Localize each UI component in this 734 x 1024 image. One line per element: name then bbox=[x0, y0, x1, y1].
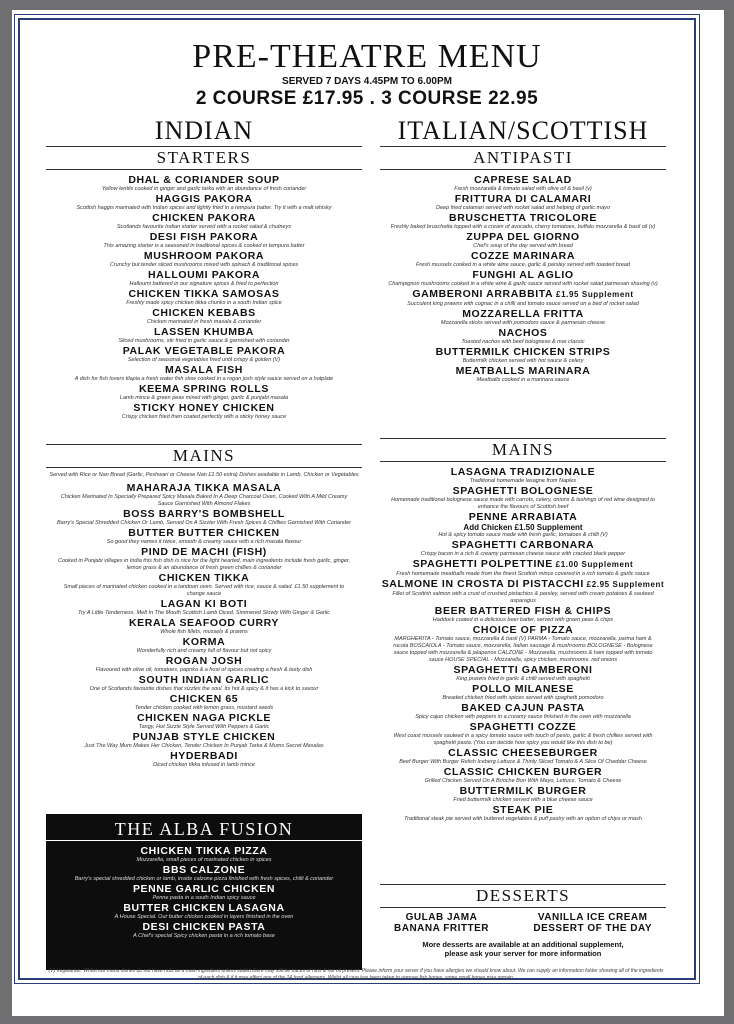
indian-mains bbox=[46, 444, 362, 769]
menu-item bbox=[380, 702, 666, 721]
dish-description: Selection of seasonal vegetables fried until crispy & golden (V) bbox=[127, 357, 281, 363]
menu-item bbox=[46, 655, 362, 674]
menu-item bbox=[380, 766, 666, 785]
dish-name: SPAGHETTI BOLOGNESE bbox=[452, 485, 594, 497]
menu-item bbox=[46, 482, 362, 508]
dish-description: Flavoured with olive oil, tomatoes, paprika & a host of spices creating a fresh & tasty dish bbox=[95, 667, 313, 673]
menu-item bbox=[380, 174, 666, 193]
dish-description: Scotlands favourite Indian starter served with a rocket salad & chutneys bbox=[116, 224, 292, 230]
dish-description: Fillet of Scottish salmon with a crust of crushed pistachios & parsley, served with cream potatoes & sauteed asparagus bbox=[392, 591, 654, 604]
menu-item bbox=[46, 674, 362, 693]
menu-item bbox=[380, 785, 666, 804]
menu-item bbox=[46, 383, 362, 402]
dish-name: CHICKEN KEBABS bbox=[152, 307, 256, 319]
supplement-price: £2.95 Supplement bbox=[583, 580, 665, 589]
dish-name: FRITTURA DI CALAMARI bbox=[454, 193, 592, 205]
dish-description: Barry's special shredded chicken or lamb, inside calzone pizza finished with fresh spices, chilli & coriander bbox=[74, 876, 334, 882]
menu-item bbox=[380, 231, 666, 250]
menu-item bbox=[46, 307, 362, 326]
menu-item bbox=[46, 326, 362, 345]
dish-name: KORMA bbox=[182, 636, 226, 648]
more-desserts-note-2: please ask your server for more information bbox=[444, 949, 602, 958]
menu-item bbox=[380, 212, 666, 231]
fusion-title: THE ALBA FUSION bbox=[46, 818, 362, 841]
menu-item bbox=[46, 212, 362, 231]
dish-description: Meatballs cooked in a marinara sauce bbox=[476, 377, 570, 383]
dish-description: Small pieces of marinated chicken cooked in a tandoori oven. Served with rice, sauce & salad. £1.50 supplement to change sauce bbox=[63, 584, 345, 597]
menu-item bbox=[380, 485, 666, 511]
dish-name: SPAGHETTI CARBONARA bbox=[451, 539, 595, 551]
dish-description: Halloumi battered in our signature spices & fried to perfection bbox=[129, 281, 279, 287]
menu-item bbox=[46, 174, 362, 193]
dish-description: Chicken marinated in fresh masala & coriander bbox=[146, 319, 262, 325]
dish-name: SALMONE IN CROSTA DI PISTACCHI £2.95 Supplement bbox=[381, 578, 665, 590]
dish-name: BRUSCHETTA TRICOLORE bbox=[449, 212, 597, 224]
dish-name: CHICKEN TIKKA PIZZA bbox=[140, 845, 268, 857]
menu-item bbox=[380, 365, 666, 384]
dish-name: MEATBALLS MARINARA bbox=[455, 365, 591, 377]
dish-description: Traditional steak pie served with buttered vegetables & puff pastry with an option of chips or mash bbox=[404, 816, 642, 822]
menu-item bbox=[380, 558, 666, 578]
dish-name: PENNE ARRABIATA bbox=[468, 511, 578, 523]
supplement-price: Add Chicken £1.50 Supplement bbox=[463, 523, 583, 532]
menu-item bbox=[46, 693, 362, 712]
dish-name: STICKY HONEY CHICKEN bbox=[133, 402, 275, 414]
fusion-list bbox=[46, 845, 362, 940]
dish-name: CHICKEN TIKKA bbox=[158, 572, 250, 584]
dish-name: MAHARAJA TIKKA MASALA bbox=[126, 482, 282, 494]
dish-name: SOUTH INDIAN GARLIC bbox=[138, 674, 270, 686]
dish-description: Crunchy but tender sliced mushrooms mixed with spinach & traditional spices bbox=[109, 262, 299, 268]
dish-description: So good they names it twice, smooth & creamy sauce with a rich masala flavour bbox=[106, 539, 302, 545]
menu-item bbox=[380, 683, 666, 702]
menu-item bbox=[380, 605, 666, 624]
antipasti-list bbox=[380, 174, 666, 384]
menu-item bbox=[46, 402, 362, 421]
dish-name: LAGAN KI BOTI bbox=[160, 598, 248, 610]
supplement-price: £1.00 Supplement bbox=[552, 560, 634, 569]
dish-description: Spicy cajun chicken with peppers in a creamy sauce finished in the oven with mozzarella bbox=[415, 714, 631, 720]
dish-name: HYDERBADI bbox=[170, 750, 238, 762]
dish-description: Try A Little Tenderness, Melt In The Mouth Scottish Lamb Diced, Simmered Slowly With Ginger & Garlic bbox=[77, 610, 331, 616]
menu-item bbox=[46, 712, 362, 731]
dish-name: CLASSIC CHEESEBURGER bbox=[448, 747, 598, 759]
dish-name: BEER BATTERED FISH & CHIPS bbox=[434, 605, 612, 617]
dish-name: CAPRESE SALAD bbox=[474, 174, 572, 186]
antipasti-title: ANTIPASTI bbox=[380, 146, 666, 170]
more-desserts-note: More desserts are available at an additional supplement, bbox=[422, 940, 624, 949]
menu-item bbox=[46, 572, 362, 598]
dish-description: Barry's Special Shredded Chicken Or Lamb, Served On A Sizzler With Fresh Spices & Chillies Garnished With Coriander bbox=[57, 520, 351, 526]
starters-list bbox=[46, 174, 362, 421]
italian-heading: ITALIAN/SCOTTISH bbox=[397, 116, 649, 145]
dish-name: PALAK VEGETABLE PAKORA bbox=[122, 345, 286, 357]
dish-name: BUTTER CHICKEN LASAGNA bbox=[123, 902, 285, 914]
dish-description: Fresh mussels cooked in a white wine sauce, garlic & parsley served with toasted bread bbox=[416, 262, 630, 268]
menu-item bbox=[46, 845, 362, 864]
alba-fusion-box bbox=[46, 814, 362, 970]
italian-mains bbox=[380, 438, 666, 823]
dish-name: ROGAN JOSH bbox=[165, 655, 243, 667]
menu-item bbox=[46, 921, 362, 940]
dish-description: Diced chicken tikka infused in lamb mince bbox=[153, 762, 255, 768]
menu-item bbox=[46, 231, 362, 250]
dish-description: A Chef's special Spicy chicken pasta in a rich tomato base bbox=[133, 933, 275, 939]
dish-description: Beef Burger With Burger Relish Iceberg Lettuce & Thinly Sliced Tomato & A Slice Of Cheddar Cheese bbox=[399, 759, 647, 765]
dish-description: Fried buttermilk chicken served with a blue cheese sauce bbox=[453, 797, 593, 803]
dish-name: MUSHROOM PAKORA bbox=[143, 250, 265, 262]
dish-description: Fresh mozzarella & tomato salad with olive oil & basil (v) bbox=[454, 186, 592, 192]
menu-item bbox=[380, 664, 666, 683]
menu-item bbox=[46, 546, 362, 572]
starters-title: STARTERS bbox=[46, 146, 362, 170]
menu-item bbox=[46, 508, 362, 527]
menu-item bbox=[46, 193, 362, 212]
dessert-item: GULAB JAMA bbox=[405, 912, 478, 923]
dish-name: STEAK PIE bbox=[492, 804, 554, 816]
dish-description: Chef's soup of the day served with bread bbox=[473, 243, 573, 249]
dish-name: BUTTERMILK BURGER bbox=[459, 785, 587, 797]
dish-description: Homemade traditional bolognese sauce made with carrots, celery, onions & lashings of red wine designed to enhance the flavours of Scottish beef bbox=[391, 497, 655, 510]
dish-description: Breaded chicken fried with spices served with spaghetti pomodoro bbox=[442, 695, 604, 701]
dish-name: COZZE MARINARA bbox=[470, 250, 576, 262]
dish-name: HALLOUMI PAKORA bbox=[147, 269, 261, 281]
mains-note: Served with Rice or Nan Bread (Garlic, Peshwari or Cheese Nan £1.50 extra) Dishes available in Lamb, Chicken or Vegetables bbox=[49, 472, 359, 478]
dish-name: FUNGHI AL AGLIO bbox=[472, 269, 574, 281]
dish-description: Sliced mushrooms, stir fried in garlic sauce & garnished with coriander bbox=[118, 338, 290, 344]
dish-name: SPAGHETTI COZZE bbox=[469, 721, 577, 733]
dish-description: Buttermilk chicken served with hot sauce & celery bbox=[462, 358, 584, 364]
dish-description: Hot & spicy tomato sauce made with fresh garlic, tomatoes & chilli (V) bbox=[438, 532, 608, 538]
dish-name: KEEMA SPRING ROLLS bbox=[138, 383, 269, 395]
dish-description: Whole fish fillets, mussels & prawns bbox=[160, 629, 248, 635]
dish-name: BBS CALZONE bbox=[162, 864, 246, 876]
menu-item bbox=[380, 308, 666, 327]
dish-description: Tender chicken cooked with lemon grass, mustard seeds bbox=[134, 705, 274, 711]
menu-item bbox=[380, 327, 666, 346]
indian-mains-list bbox=[46, 482, 362, 769]
dish-name: LASSEN KHUMBA bbox=[154, 326, 254, 338]
dish-name: BOSS BARRY'S BOMBSHELL bbox=[123, 508, 285, 520]
dish-name: DESI CHICKEN PASTA bbox=[142, 921, 266, 933]
dish-description: Fresh homemade meatballs made from the finest Scottish mince covered in a rich tomato & garlic sauce bbox=[396, 571, 650, 577]
dish-name: LASAGNA TRADIZIONALE bbox=[450, 466, 596, 478]
menu-item bbox=[380, 288, 666, 308]
dish-name: ZUPPA DEL GIORNO bbox=[466, 231, 580, 243]
desserts-title: DESSERTS bbox=[380, 884, 666, 908]
menu-item bbox=[46, 636, 362, 655]
menu-item bbox=[46, 364, 362, 383]
italian-mains-title: MAINS bbox=[380, 438, 666, 462]
dish-name: BAKED CAJUN PASTA bbox=[461, 702, 585, 714]
dish-description: King prawns fried in garlic & chilli served with spaghetti bbox=[456, 676, 590, 682]
menu-item bbox=[46, 269, 362, 288]
menu-item bbox=[46, 598, 362, 617]
dish-description: Tangy, Hot Sizzle Style Served With Peppers & Garlic bbox=[138, 724, 270, 730]
italian-antipasti bbox=[380, 146, 666, 384]
dish-description: Freshly baked bruschetta topped with a cream of avocado, cherry tomatoes, buffalo mozzarella & basil oil (v) bbox=[390, 224, 656, 230]
indian-mains-title: MAINS bbox=[46, 444, 362, 468]
menu-item bbox=[46, 527, 362, 546]
dish-name: HAGGIS PAKORA bbox=[155, 193, 253, 205]
dish-name: NACHOS bbox=[498, 327, 548, 339]
dish-description: Crispy bacon in a rich & creamy parmesan cheese sauce with cracked black pepper bbox=[420, 551, 626, 557]
dish-description: Yellow lentils cooked in ginger and garlic tarka with an abundance of fresh coriander bbox=[101, 186, 307, 192]
dish-description: West coast mussels sauteed in a spicy tomato sauce with touch of pesto, garlic & fresh chillies served with spaghetti pasta. (You can decide how spicy you would like this dish to be) bbox=[393, 733, 653, 746]
dish-description: This amazing starter is a seasoned in traditional spices & cooked in tempura batter bbox=[103, 243, 305, 249]
menu-item bbox=[380, 346, 666, 365]
dish-name: MASALA FISH bbox=[165, 364, 243, 376]
dish-name: BUTTER BUTTER CHICKEN bbox=[128, 527, 280, 539]
dish-name: CHICKEN 65 bbox=[169, 693, 239, 705]
menu-item bbox=[46, 617, 362, 636]
indian-heading: INDIAN bbox=[154, 116, 254, 145]
menu-item bbox=[380, 747, 666, 766]
dish-name: PIND DE MACHI (FISH) bbox=[141, 546, 267, 558]
dish-name: KERALA SEAFOOD CURRY bbox=[128, 617, 280, 629]
dish-description: Cooked in Punjabi villages in India this fish dish is nice for the light hearted, main ingredients include fresh garlic, ginger, lemon grass & an abundance of fresh green chillies & coriander bbox=[58, 558, 350, 571]
dish-description: Mozzarella, small pieces of marinated chicken in spices bbox=[136, 857, 272, 863]
dish-name: DHAL & CORIANDER SOUP bbox=[128, 174, 280, 186]
dessert-item: BANANA FRITTER bbox=[394, 923, 489, 934]
dish-name: CHICKEN PAKORA bbox=[152, 212, 256, 224]
menu-item bbox=[380, 193, 666, 212]
menu-item bbox=[380, 250, 666, 269]
menu-item bbox=[380, 578, 666, 605]
dish-name: CHICKEN TIKKA SAMOSAS bbox=[128, 288, 280, 300]
menu-item bbox=[380, 721, 666, 747]
dish-description: Scottish haggis marinated with Indian spices and lightly fried in a tempura batter. Try it with a malt whisky bbox=[76, 205, 332, 211]
dish-description: Deep fried calamari served with rocket salad and helping of garlic mayo bbox=[436, 205, 610, 211]
dish-description: A dish for fish lovers tilapia a fresh water fish slow cooked in a rogan josh style sauce served on a hotplate bbox=[74, 376, 334, 382]
menu-item bbox=[380, 624, 666, 664]
menu-item bbox=[46, 750, 362, 769]
desserts-section bbox=[380, 884, 666, 958]
dish-name: MOZZARELLA FRITTA bbox=[462, 308, 584, 320]
menu-item bbox=[380, 804, 666, 823]
dish-name: PUNJAB STYLE CHICKEN bbox=[132, 731, 276, 743]
dish-name: DESI FISH PAKORA bbox=[149, 231, 259, 243]
indian-starters bbox=[46, 146, 362, 421]
dish-description: Champignon mushrooms cooked in a white wine & garlic sauce served with rocket salad parmesan shaving (v) bbox=[388, 281, 658, 287]
menu-item bbox=[46, 864, 362, 883]
serving-times: SERVED 7 DAYS 4.45PM TO 6.00PM bbox=[282, 76, 452, 87]
menu-item bbox=[46, 731, 362, 750]
dessert-item: DESSERT OF THE DAY bbox=[533, 923, 652, 934]
dish-name: POLLO MILANESE bbox=[472, 683, 574, 695]
dish-description: Crispy chicken fried then coated perfectly with a sticky honey sauce bbox=[121, 414, 287, 420]
dish-name: CLASSIC CHICKEN BURGER bbox=[443, 766, 603, 778]
course-prices: 2 COURSE £17.95 . 3 COURSE 22.95 bbox=[195, 88, 539, 109]
dish-description: A House Special. Our butter chicken cooked in layers finished in the oven bbox=[114, 914, 294, 920]
menu-item bbox=[46, 250, 362, 269]
dish-description: Mozzarella sticks served with pomodoro sauce & parmesan cheese bbox=[440, 320, 606, 326]
dish-name: BUTTERMILK CHICKEN STRIPS bbox=[435, 346, 611, 358]
dish-description: Penne pasta in a south Indian spicy sauce bbox=[152, 895, 256, 901]
menu-item bbox=[380, 539, 666, 558]
menu-title: PRE-THEATRE MENU bbox=[192, 38, 542, 75]
dish-description: MARGHERITA - Tomato sauce, mozzarella & basil (V) PARMA - Tomato sauce, mozzarella, parma ham & rucola BOSCAIOLA - Tomato sauce, mozzarella, Italian sausage & mushrooms BOLOGNESE - Bolognese sauce topped with mozzarella & jalapenos CALZONE - Mozzarella, mushrooms & ham topped with tomato sauce HOUSE SPECIAL - Mozzarella, spicy chicken, mushrooms, red onions bbox=[393, 636, 653, 663]
dish-description: Traditional homemade lasagne from Naples bbox=[469, 478, 577, 484]
dish-description: Chicken Marinated In Specially Prepared Spicy Masala Baked In A Deep Charcoal Oven, Cooked With A Mild Creamy Sauce Garnished With Almond Flakes bbox=[60, 494, 348, 507]
italian-mains-list bbox=[380, 466, 666, 823]
menu-item bbox=[46, 902, 362, 921]
dish-description: One of Scotlands favourite dishes that sizzles the soul. Its hot & spicy & it has a kick to savour bbox=[89, 686, 319, 692]
menu-item bbox=[46, 345, 362, 364]
supplement-price: £1.95 Supplement bbox=[553, 290, 634, 299]
dish-description: Toasted nachos with beef bolognese & mar classic bbox=[461, 339, 585, 345]
dish-description: Freshly made spicy chicken tikka chunks in a south Indian spice bbox=[126, 300, 282, 306]
dish-description: Grilled Chicken Served On A Brioche Bun With Mayo, Lettuce, Tomato & Cheese bbox=[424, 778, 622, 784]
dish-name: CHOICE OF PIZZA bbox=[472, 624, 574, 636]
dish-name: PENNE GARLIC CHICKEN bbox=[132, 883, 276, 895]
dessert-item: VANILLA ICE CREAM bbox=[537, 912, 648, 923]
menu-item bbox=[380, 269, 666, 288]
allergen-footer: (V) Vegetarian. Whilst our menu dishes do not have nuts as a main ingredient unless stated there may still be traces of nuts & nut oil present. Please inform your server if you have allergies we should know about. We can supply an information folder showing all of the ingredients of each dish & if it may affect any of the 14 food allergens. Whilst all care has been taken to remove fish bones, some small bones may remain. bbox=[48, 968, 664, 981]
dish-name: SPAGHETTI POLPETTINE £1.00 Supplement bbox=[412, 558, 634, 570]
dish-description: Just The Way Mum Makes Her Chicken, Tender Chicken In Punjab Tarka & Mums Secret Masalas bbox=[84, 743, 324, 749]
dish-description: Haddock coated in a delicious beer batter, served with green peas & chips bbox=[432, 617, 614, 623]
dish-name: SPAGHETTI GAMBERONI bbox=[453, 664, 593, 676]
menu-item bbox=[380, 466, 666, 485]
menu-item bbox=[46, 288, 362, 307]
dish-name: GAMBERONI ARRABBITA £1.95 Supplement bbox=[412, 288, 634, 300]
dish-description: Wonderfully rich and creamy full of flavour but not spicy bbox=[136, 648, 272, 654]
menu-item bbox=[46, 883, 362, 902]
dish-description: Lamb mince & green peas mixed with ginger, garlic & punjabi masala bbox=[119, 395, 289, 401]
dish-description: Succulent king prawns with cognac in a chilli and tomato sauce served on a bed of rocket salad bbox=[407, 301, 639, 307]
dish-name: CHICKEN NAGA PICKLE bbox=[136, 712, 272, 724]
menu-item bbox=[380, 511, 666, 539]
